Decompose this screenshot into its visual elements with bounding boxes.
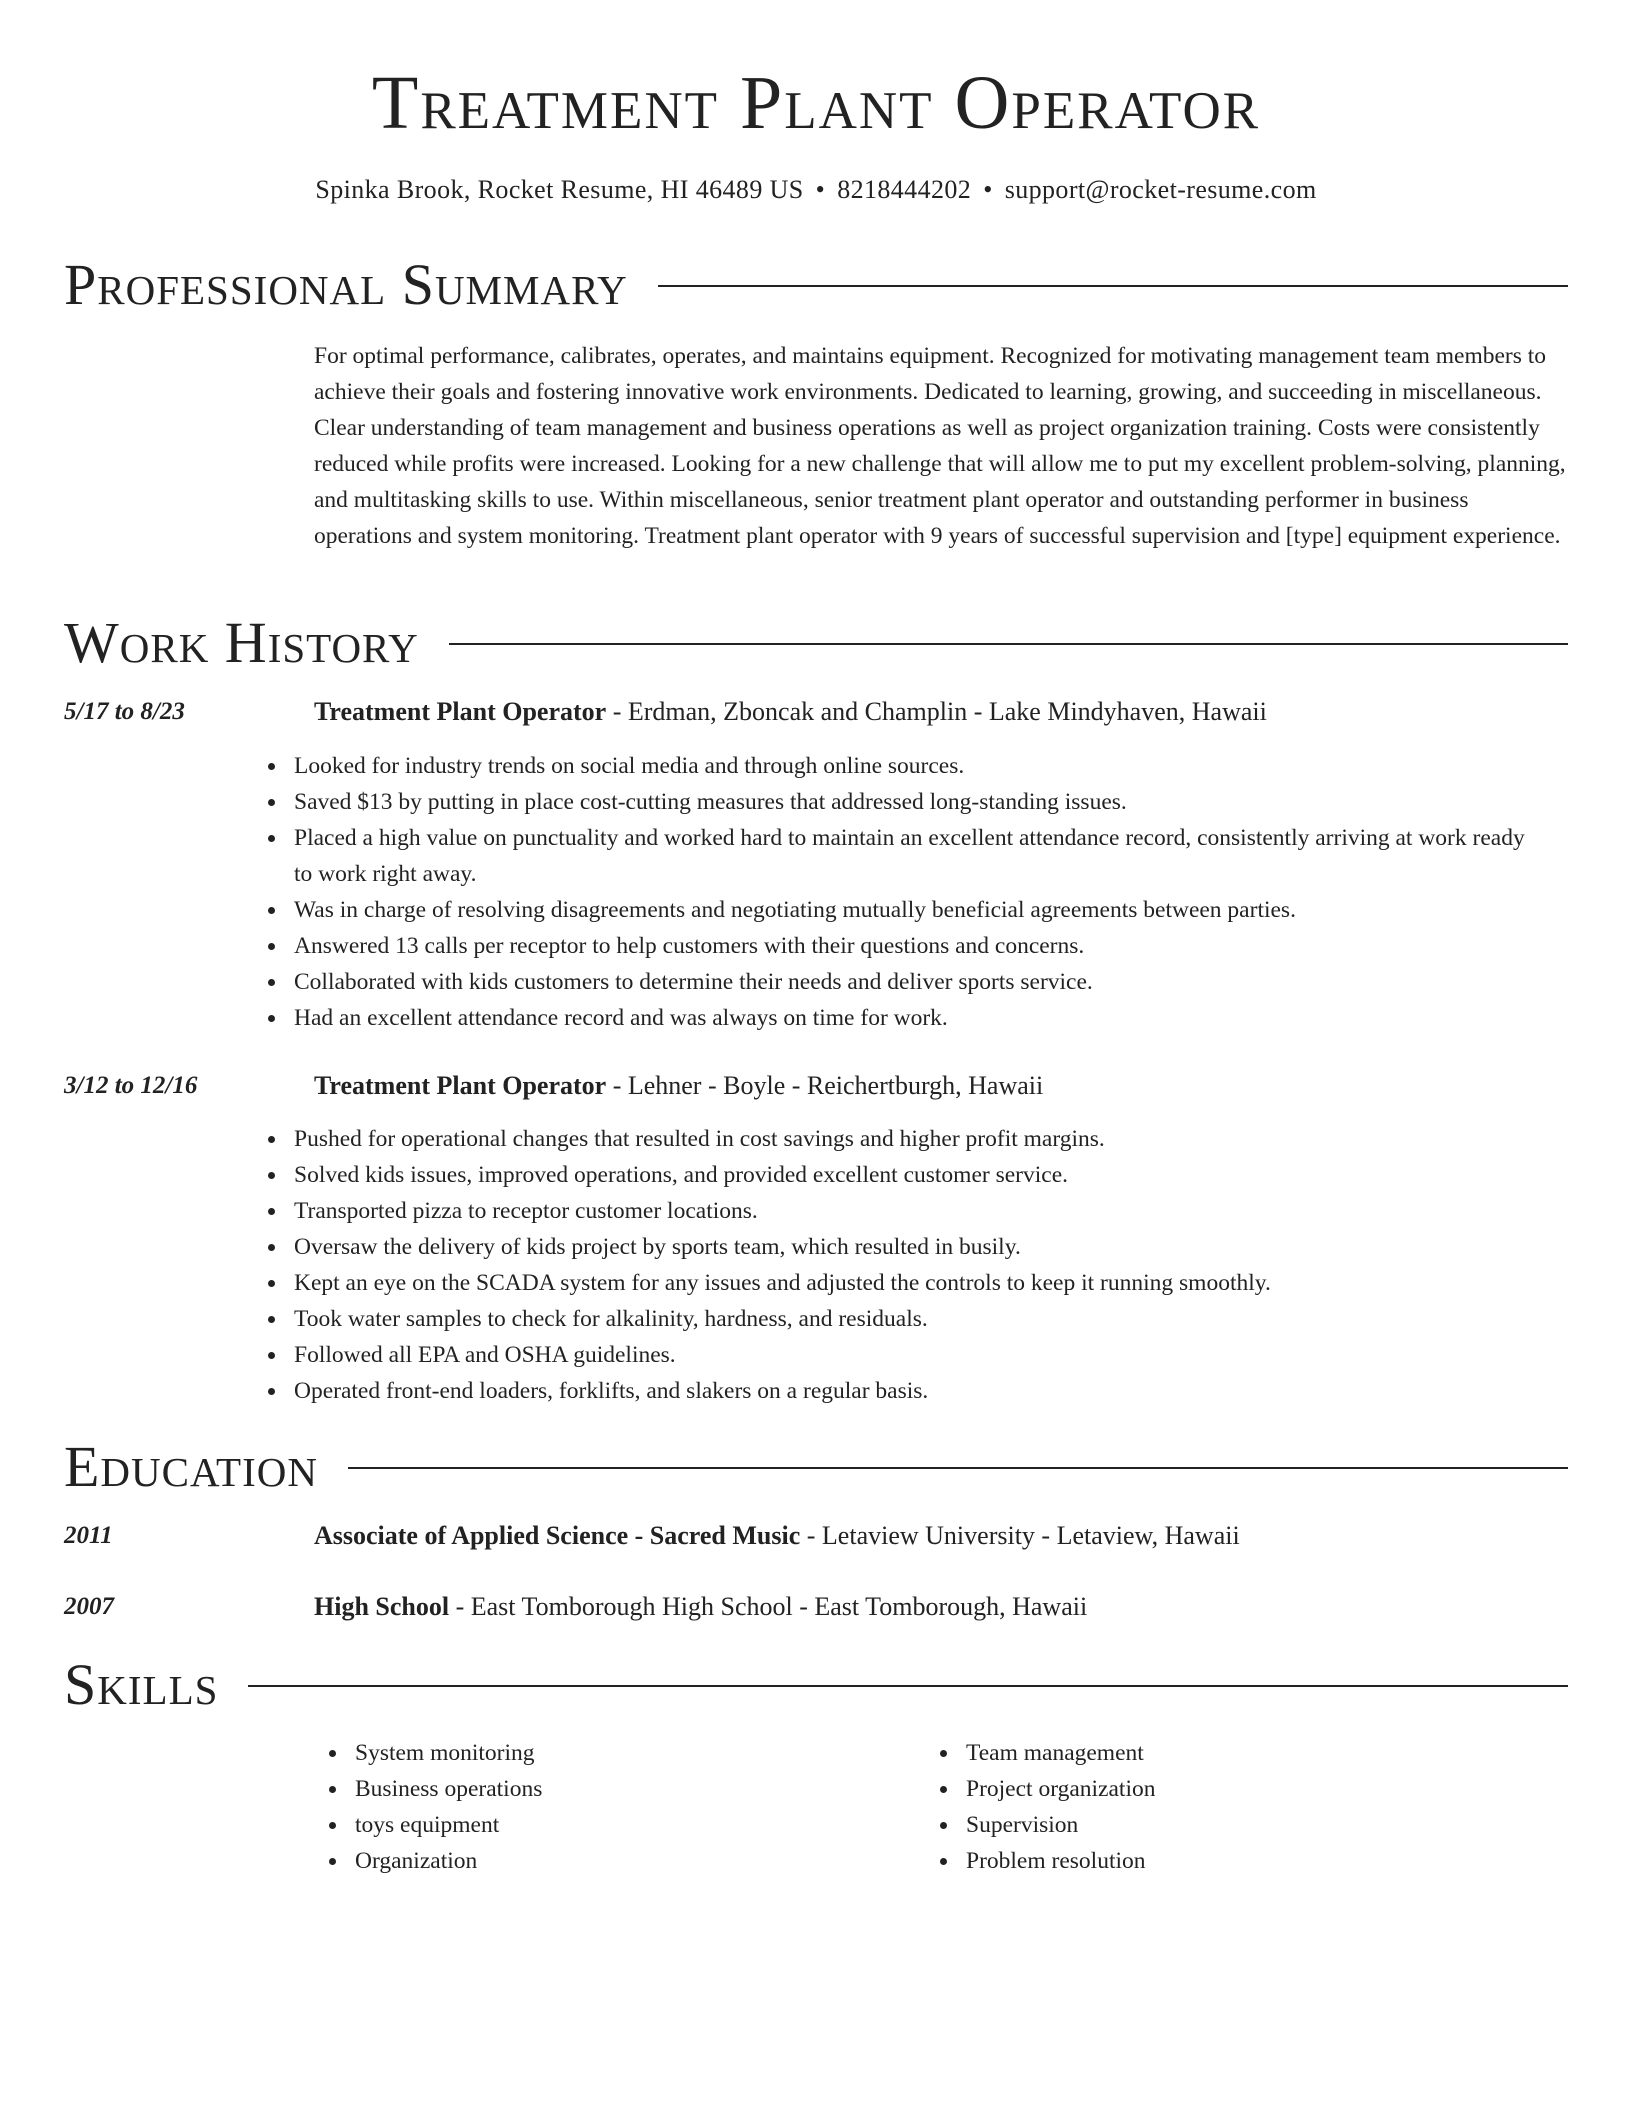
job-details: - Lehner - Boyle - Reichertburgh, Hawaii [606,1071,1044,1100]
skill-item: Business operations [329,1771,542,1807]
list-item: Oversaw the delivery of kids project by sports team, which resulted in busily. [230,1229,1548,1265]
education-details: - East Tomborough High School - East Tomborough, Hawaii [449,1592,1088,1621]
contact-email: support@rocket-resume.com [1004,175,1317,204]
skill-item: Organization [329,1843,542,1879]
education-year: 2007 [64,1593,114,1620]
list-item: Was in charge of resolving disagreements and negotiating mutually beneficial agreements between parties. [230,892,1548,928]
list-item: Collaborated with kids customers to determine their needs and deliver sports service. [230,964,1548,1000]
section-divider [449,643,1568,645]
list-item: Had an excellent attendance record and was always on time for work. [230,1000,1548,1036]
job-details: - Erdman, Zboncak and Champlin - Lake Mindyhaven, Hawaii [606,697,1267,726]
skills-list-left [329,1735,542,1879]
education-details: - Letaview University - Letaview, Hawaii [800,1521,1240,1550]
education-line [314,1589,1087,1625]
skill-item: toys equipment [329,1807,542,1843]
section-divider [348,1467,1568,1469]
list-item: Took water samples to check for alkalinity, hardness, and residuals. [230,1301,1548,1337]
skill-item: System monitoring [329,1735,542,1771]
skill-item: Team management [940,1735,1155,1771]
job-dates: 3/12 to 12/16 [64,1072,198,1099]
list-item: Transported pizza to receptor customer locations. [230,1193,1548,1229]
education-degree: Associate of Applied Science - Sacred Music [314,1521,801,1550]
list-item: Placed a high value on punctuality and worked hard to maintain an excellent attendance record, consistently arriving at work ready to work right away. [230,820,1548,892]
job-title-line [314,1068,1043,1104]
skill-item: Supervision [940,1807,1155,1843]
section-heading-summary [64,250,1568,320]
education-line [314,1518,1240,1554]
job-bullets [294,748,1548,1036]
list-item: Operated front-end loaders, forklifts, and slakers on a regular basis. [230,1373,1548,1409]
section-heading-skills [64,1650,1568,1720]
contact-address: Spinka Brook, Rocket Resume, HI 46489 US [315,175,804,204]
list-item: Saved $13 by putting in place cost-cutting measures that addressed long-standing issues. [230,784,1548,820]
skill-item: Problem resolution [940,1843,1155,1879]
section-title-work: Work History [64,610,419,675]
contact-separator: • [815,175,826,204]
section-divider [248,1685,1568,1687]
contact-separator: • [983,175,993,204]
list-item: Followed all EPA and OSHA guidelines. [230,1337,1548,1373]
skills-list-right [940,1735,1155,1879]
section-title-skills: Skills [64,1652,219,1717]
section-divider [658,285,1568,287]
list-item: Looked for industry trends on social media and through online sources. [230,748,1548,784]
section-heading-education [64,1432,1568,1502]
list-item: Solved kids issues, improved operations, and provided excellent customer service. [230,1157,1548,1193]
list-item: Pushed for operational changes that resulted in cost savings and higher profit margins. [230,1121,1548,1157]
education-degree: High School [314,1592,450,1621]
contact-line [0,172,1632,208]
resume-name: Treatment Plant Operator [371,61,1261,145]
contact-phone: 8218444202 [837,175,972,204]
job-dates: 5/17 to 8/23 [64,698,185,725]
section-title-education: Education [64,1434,318,1499]
job-title: Treatment Plant Operator [314,1071,607,1100]
job-title: Treatment Plant Operator [314,697,607,726]
section-title-summary: Professional Summary [64,252,628,317]
summary-text: For optimal performance, calibrates, operates, and maintains equipment. Recognized for motivating management team members to achieve their goals and fostering innovative work environments. Dedicated to learning, growing, and succeeding in miscellaneous. Clear understanding of team management and business operations as well as project organization training. Costs were consistently reduced while profits were increased. Looking for a new challenge that will allow me to put my excellent problem-solving, planning, and multitasking skills to use. Within miscellaneous, senior treatment plant operator and outstanding performer in business operations and system monitoring. Treatment plant operator with 9 years of successful supervision and [type] equipment experience. [314,343,1566,549]
education-year: 2011 [64,1522,113,1549]
list-item: Answered 13 calls per receptor to help customers with their questions and concerns. [230,928,1548,964]
job-title-line [314,694,1267,730]
list-item: Kept an eye on the SCADA system for any issues and adjusted the controls to keep it running smoothly. [230,1265,1548,1301]
section-heading-work [64,608,1568,678]
job-bullets [294,1121,1548,1409]
skill-item: Project organization [940,1771,1155,1807]
